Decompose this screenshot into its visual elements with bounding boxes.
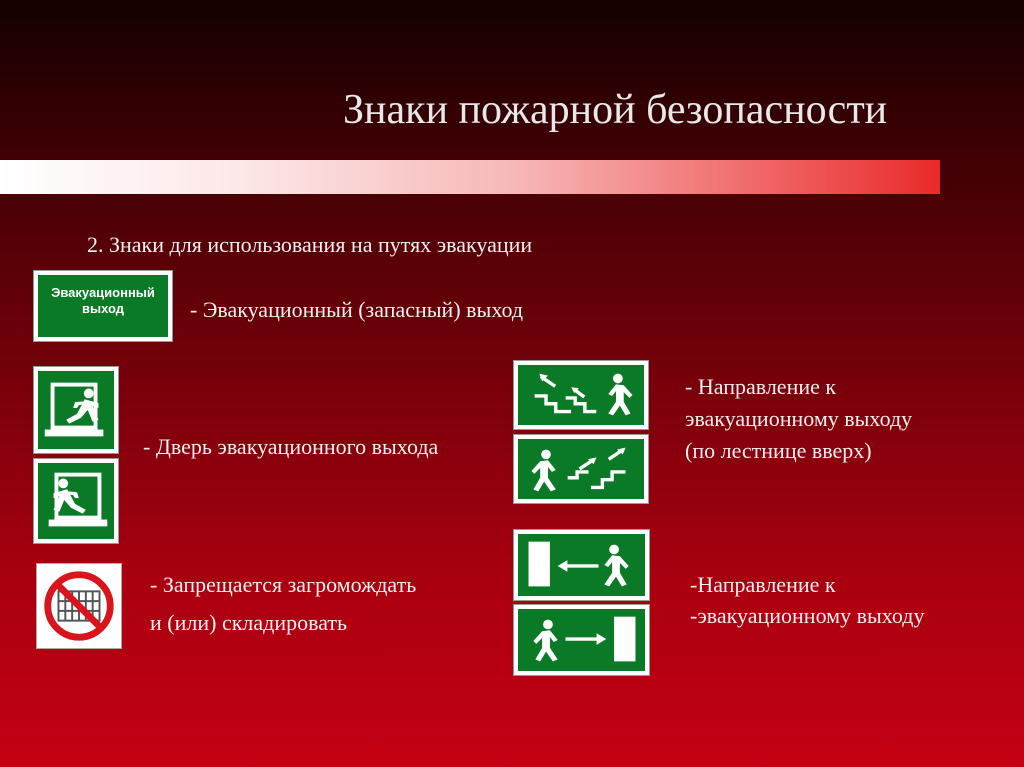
slide-title: Знаки пожарной безопасности (343, 87, 888, 133)
prohibition-caption-line2: и (или) складировать (150, 610, 348, 635)
exit-direction-right-sign (513, 604, 650, 676)
title-gradient-bar (0, 160, 940, 194)
stairs-caption-line1: - Направление к (685, 374, 837, 399)
door-caption: - Дверь эвакуационного выхода (143, 434, 439, 459)
prohibition-icon (37, 564, 121, 648)
stairs-up-right-sign (513, 434, 649, 504)
stairs-arrow-icon (514, 435, 648, 503)
prohibition-caption-line1: - Запрещается загромождать (150, 572, 417, 597)
evacuation-exit-text-sign (33, 270, 173, 342)
no-obstruction-sign (36, 563, 122, 649)
stairs-caption-line2: эвакуационному выходу (685, 406, 913, 431)
exit-sign-label: Эвакуационный выход (51, 285, 155, 316)
stairs-up-left-sign (513, 360, 649, 430)
stairs-caption-line3: (по лестнице вверх) (685, 438, 872, 463)
exit-door-icon (34, 459, 118, 543)
section-subtitle: 2. Знаки для использования на путях эвакуации (87, 232, 533, 257)
exit-direction-left-sign (513, 529, 650, 601)
direction-arrow-icon (514, 530, 649, 600)
direction-arrow-icon (514, 605, 649, 675)
direction-caption-line1: -Направление к (690, 572, 836, 597)
exit-door-icon (34, 367, 118, 453)
direction-caption-line2: -эвакуационному выходу (690, 603, 925, 628)
exit-caption: - Эвакуационный (запасный) выход (190, 297, 524, 322)
exit-door-sign-right (33, 366, 119, 454)
stairs-arrow-icon (514, 361, 648, 429)
exit-door-sign-left (33, 458, 119, 544)
